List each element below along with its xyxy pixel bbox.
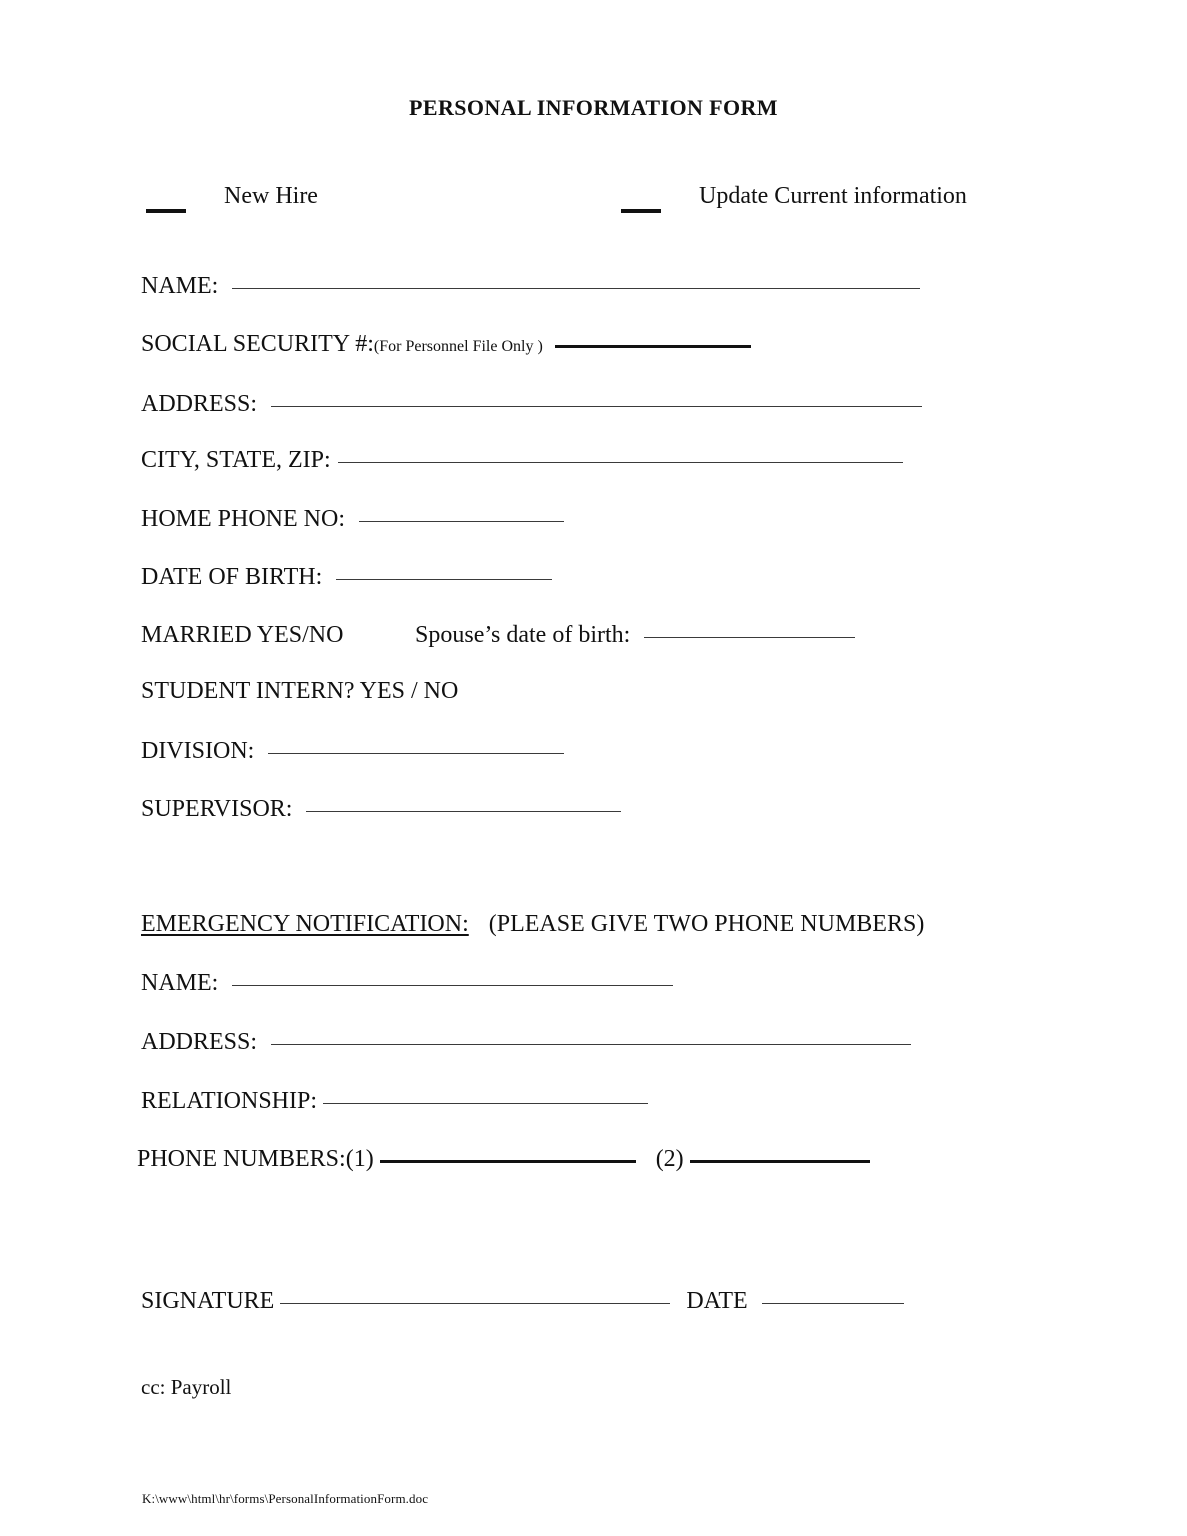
emergency-field-name-label: NAME: [141,970,219,996]
update-current-information-label[interactable]: Update Current information [699,183,967,209]
emergency-field-address [141,1030,911,1054]
field-address-label: ADDRESS: [141,391,258,417]
field-address [141,392,922,416]
field-address-input-rule[interactable] [271,406,922,407]
field-ssn-note: (For Personnel File Only ) [373,338,543,355]
emergency-phone-one-marker: (1) [345,1146,374,1172]
new-hire-checkbox-mark[interactable] [146,209,186,213]
field-name-input-rule[interactable] [232,288,920,289]
field-student-intern-label: STUDENT INTERN? YES / NO [141,678,459,704]
field-date-of-birth-label: DATE OF BIRTH: [141,564,323,590]
footer-file-path: K:\www\html\hr\forms\PersonalInformationForm.doc [142,1491,429,1506]
update-current-information-checkbox-mark[interactable] [621,209,661,213]
emergency-notification-heading-note: (PLEASE GIVE TWO PHONE NUMBERS) [488,911,925,937]
field-supervisor [141,797,621,821]
field-date-of-birth [141,565,552,589]
field-city-state-zip-label: CITY, STATE, ZIP: [141,447,331,473]
field-married-label: MARRIED YES/NO [141,622,344,648]
field-spouse-dob [415,623,855,647]
emergency-field-relationship [141,1089,648,1113]
page-title: PERSONAL INFORMATION FORM [409,95,778,120]
field-city-state-zip [141,448,903,472]
field-ssn-input-rule[interactable] [555,345,751,348]
field-married[interactable] [141,623,343,647]
signature-row [141,1289,904,1313]
emergency-phone-two-marker: (2) [655,1146,684,1172]
emergency-field-address-input-rule[interactable] [271,1044,911,1045]
emergency-field-phone-numbers-label: PHONE NUMBERS: [137,1146,346,1172]
field-spouse-dob-label: Spouse’s date of birth: [415,622,631,648]
field-home-phone-input-rule[interactable] [359,521,564,522]
field-division [141,739,564,763]
emergency-field-name [141,971,673,995]
emergency-notification-heading [141,912,924,936]
field-division-input-rule[interactable] [268,753,564,754]
signature-label: SIGNATURE [141,1288,275,1314]
field-ssn [141,332,751,356]
emergency-field-relationship-label: RELATIONSHIP: [141,1088,318,1114]
emergency-field-relationship-input-rule[interactable] [323,1103,648,1104]
field-date-of-birth-input-rule[interactable] [336,579,552,580]
field-student-intern[interactable] [141,679,458,703]
emergency-notification-heading-text: EMERGENCY NOTIFICATION: [141,911,469,937]
signature-input-rule[interactable] [280,1303,670,1304]
emergency-field-name-input-rule[interactable] [232,985,673,986]
field-name [141,274,920,298]
emergency-phone-two-input-rule[interactable] [690,1160,870,1163]
emergency-field-phone-numbers [137,1147,870,1171]
field-name-label: NAME: [141,273,219,299]
new-hire-label[interactable]: New Hire [224,183,318,209]
date-input-rule[interactable] [762,1303,904,1304]
field-supervisor-label: SUPERVISOR: [141,796,293,822]
field-home-phone-label: HOME PHONE NO: [141,506,345,532]
field-home-phone [141,507,564,531]
date-label: DATE [686,1288,748,1314]
field-city-state-zip-input-rule[interactable] [338,462,903,463]
emergency-phone-one-input-rule[interactable] [380,1160,636,1163]
field-division-label: DIVISION: [141,738,255,764]
emergency-field-address-label: ADDRESS: [141,1029,258,1055]
field-spouse-dob-input-rule[interactable] [644,637,855,638]
cc-payroll-note: cc: Payroll [141,1375,232,1399]
field-ssn-label: SOCIAL SECURITY #: [141,331,374,357]
field-supervisor-input-rule[interactable] [306,811,621,812]
